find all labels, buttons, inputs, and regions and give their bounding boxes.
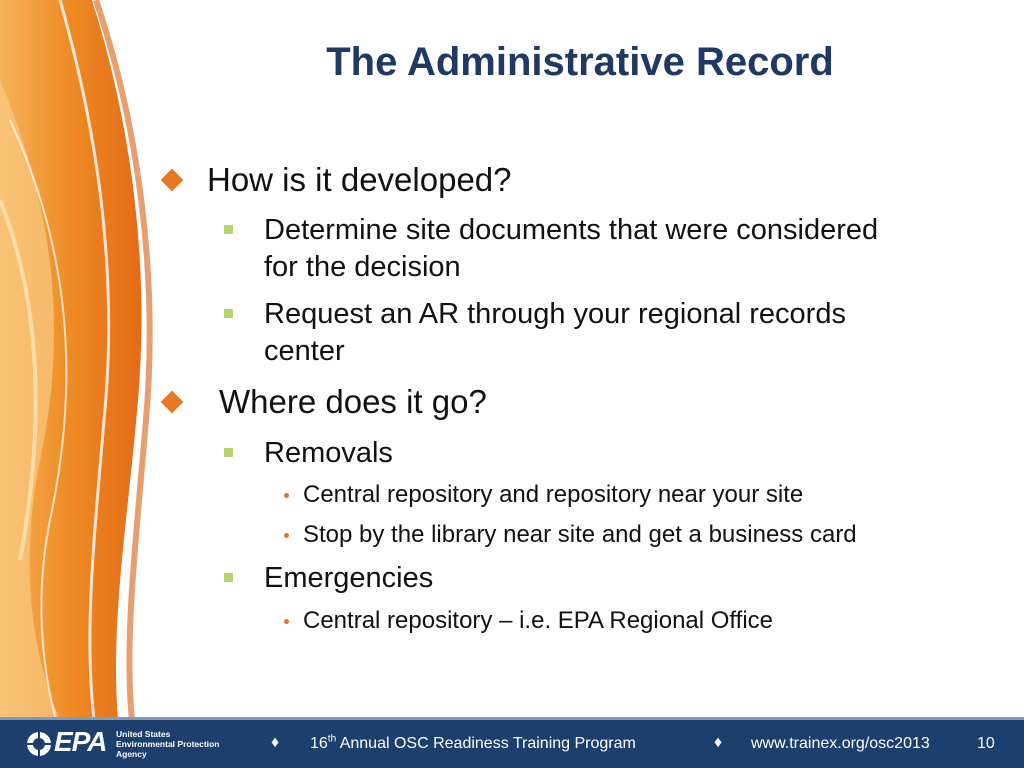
program-ordinal: th — [327, 733, 337, 745]
diamond-bullet-icon — [161, 169, 184, 192]
footer-separator-icon: ♦ — [714, 734, 723, 751]
epa-logo-text — [116, 729, 219, 759]
square-bullet-icon — [224, 573, 233, 582]
logo-line: United States — [116, 729, 171, 739]
program-number: 16 — [310, 735, 328, 752]
bullet-detail: Stop by the library near site and get a business card — [303, 521, 857, 548]
bullet-sub-line: for the decision — [264, 251, 461, 283]
bullet-sub-line: Request an AR through your regional records — [264, 298, 846, 330]
dot-bullet-icon — [284, 493, 289, 498]
page-number: 10 — [977, 735, 995, 752]
bullet-sub-line: center — [264, 335, 345, 367]
footer-program-title — [310, 735, 636, 753]
bullet-question-2: Where does it go? — [219, 383, 487, 420]
bullet-removals: Removals — [264, 437, 393, 469]
dot-bullet-icon — [284, 619, 289, 624]
epa-flower-icon — [26, 731, 52, 757]
bullet-emergencies: Emergencies — [264, 562, 434, 594]
bullet-detail: Central repository – i.e. EPA Regional Office — [303, 607, 774, 634]
program-text: Annual OSC Readiness Training Program — [336, 735, 636, 752]
bullet-question-1: How is it developed? — [207, 161, 512, 198]
logo-line: Agency — [116, 749, 147, 759]
footer-separator-icon: ♦ — [271, 734, 280, 751]
epa-logo-letters: EPA — [54, 726, 107, 757]
bullet-sub-line: Determine site documents that were considered — [264, 214, 879, 246]
diamond-bullet-icon — [161, 391, 184, 414]
bullet-detail: Central repository and repository near your site — [303, 481, 804, 508]
square-bullet-icon — [224, 225, 233, 234]
footer-url-link[interactable]: www.trainex.org/osc2013 — [751, 735, 930, 752]
dot-bullet-icon — [284, 533, 289, 538]
slide-title: The Administrative Record — [326, 40, 834, 84]
square-bullet-icon — [224, 448, 233, 457]
logo-line: Environmental Protection — [116, 739, 220, 749]
square-bullet-icon — [224, 309, 233, 318]
